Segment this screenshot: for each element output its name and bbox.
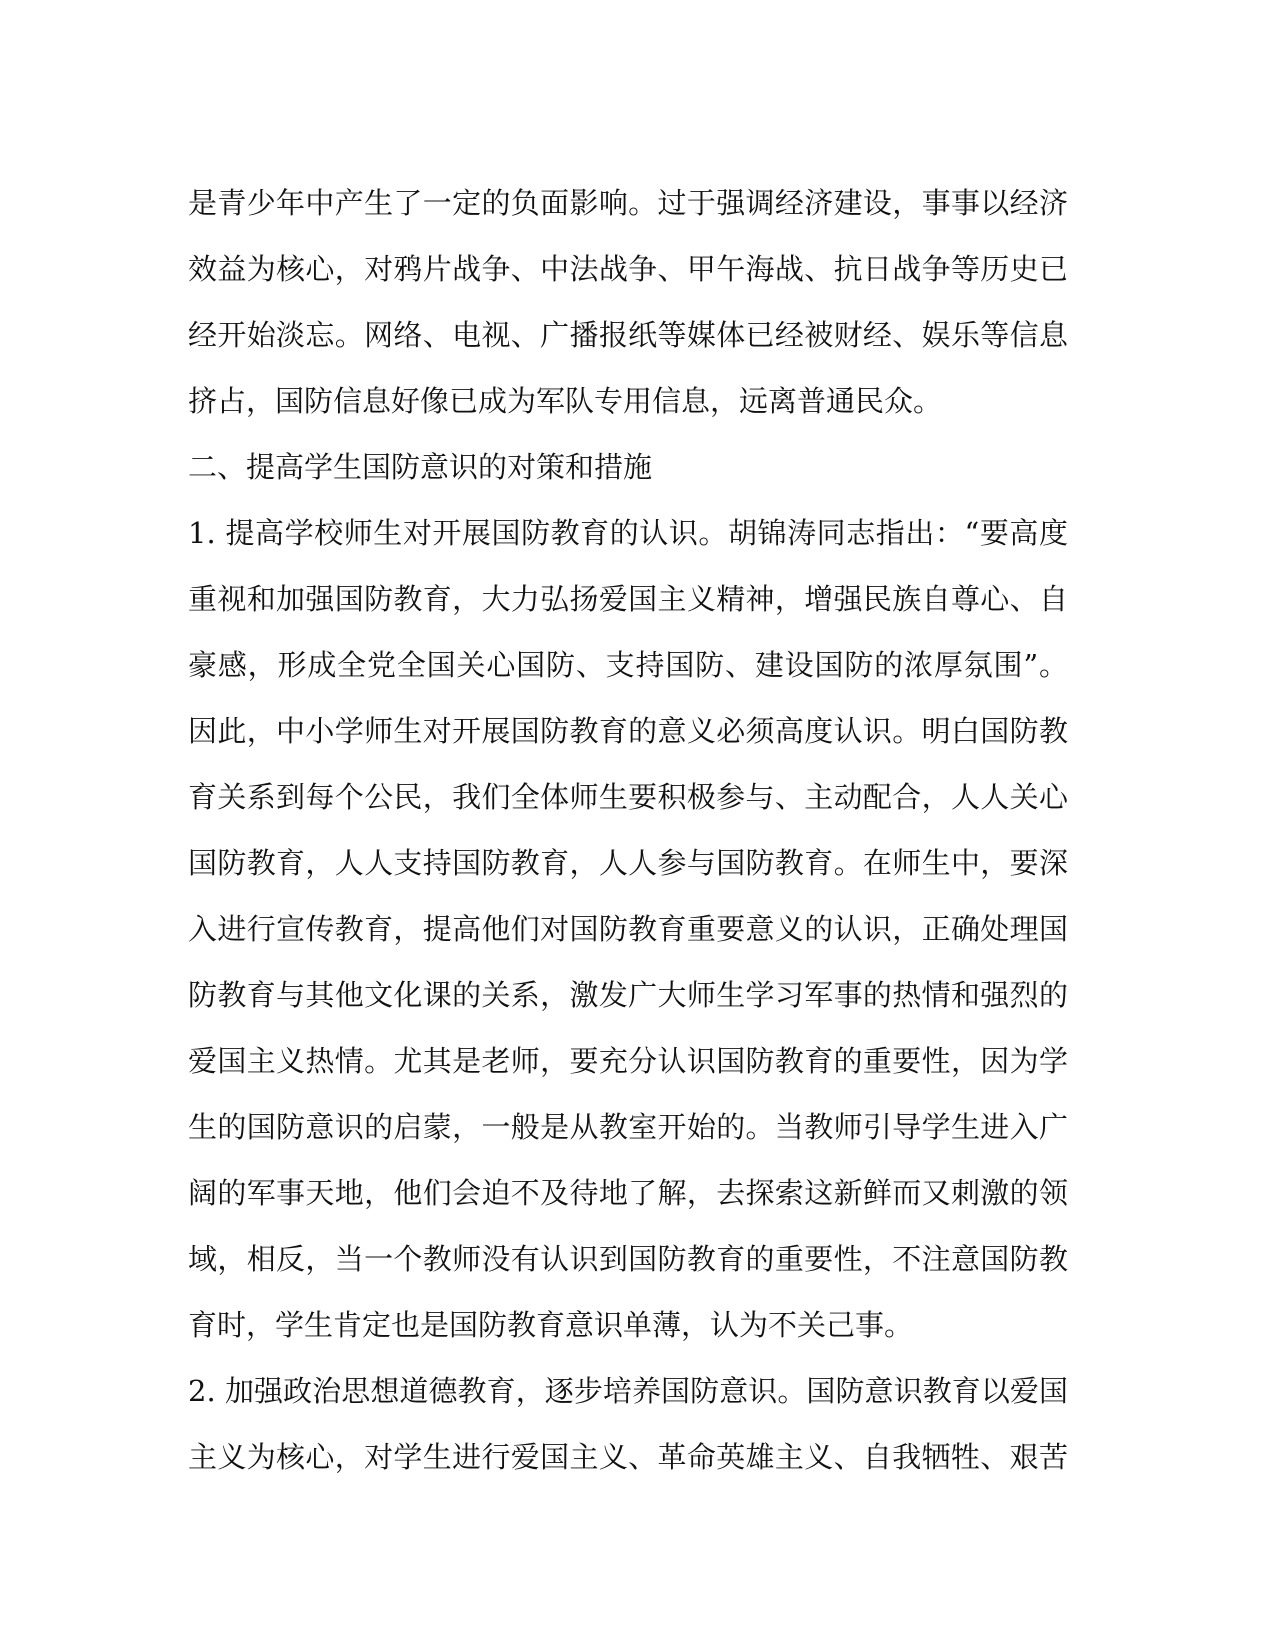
text-line: 入进行宣传教育，提高他们对国防教育重要意义的认识，正确处理国	[188, 912, 1068, 946]
text-line: 育时，学生肯定也是国防教育意识单薄，认为不关己事。	[188, 1308, 914, 1342]
text-line: 2. 加强政治思想道德教育，逐步培养国防意识。国防意识教育以爱国	[188, 1374, 1068, 1408]
text-line: 育关系到每个公民，我们全体师生要积极参与、主动配合，人人关心	[188, 780, 1068, 814]
text-line: 主义为核心，对学生进行爱国主义、革命英雄主义、自我牺牲、艰苦	[188, 1440, 1068, 1474]
body-text	[188, 170, 1068, 1490]
text-line: 1. 提高学校师生对开展国防教育的认识。胡锦涛同志指出：“要高度	[188, 516, 1068, 550]
text-line: 生的国防意识的启蒙，一般是从教室开始的。当教师引导学生进入广	[188, 1110, 1068, 1144]
text-line: 重视和加强国防教育，大力弘扬爱国主义精神，增强民族自尊心、自	[188, 582, 1068, 616]
text-line: 是青少年中产生了一定的负面影响。过于强调经济建设，事事以经济	[188, 186, 1068, 220]
text-line: 效益为核心，对鸦片战争、中法战争、甲午海战、抗日战争等历史已	[188, 252, 1068, 286]
text-line: 国防教育，人人支持国防教育，人人参与国防教育。在师生中，要深	[188, 846, 1068, 880]
text-line: 因此，中小学师生对开展国防教育的意义必须高度认识。明白国防教	[188, 714, 1068, 748]
text-line: 挤占，国防信息好像已成为军队专用信息，远离普通民众。	[188, 384, 943, 418]
text-line: 阔的军事天地，他们会迫不及待地了解，去探索这新鲜而又刺激的领	[188, 1176, 1068, 1210]
text-line: 域，相反，当一个教师没有认识到国防教育的重要性，不注意国防教	[188, 1242, 1068, 1276]
text-line: 防教育与其他文化课的关系，激发广大师生学习军事的热情和强烈的	[188, 978, 1068, 1012]
text-line: 豪感，形成全党全国关心国防、支持国防、建设国防的浓厚氛围”。	[188, 648, 1068, 682]
text-line: 经开始淡忘。网络、电视、广播报纸等媒体已经被财经、娱乐等信息	[188, 318, 1068, 352]
text-line: 爱国主义热情。尤其是老师，要充分认识国防教育的重要性，因为学	[188, 1044, 1068, 1078]
section-heading: 二、提高学生国防意识的对策和措施	[188, 450, 653, 484]
